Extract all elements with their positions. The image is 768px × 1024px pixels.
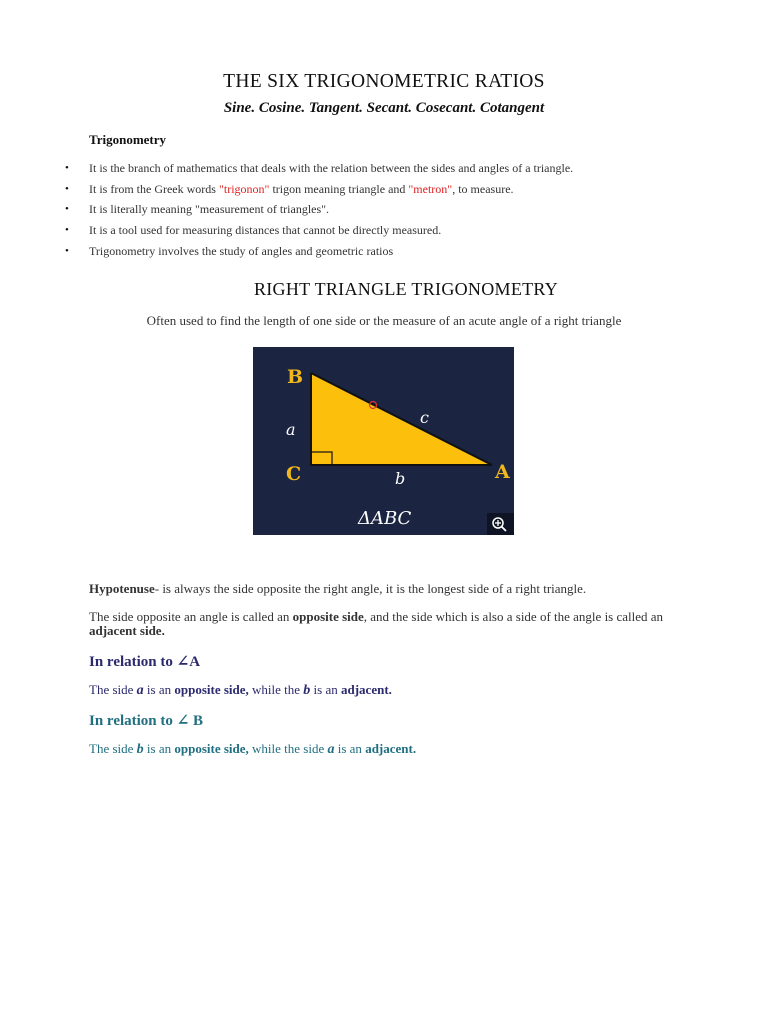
- relation-angle-b-text: [89, 741, 416, 758]
- adjacent-term: adjacent.: [365, 741, 417, 756]
- bullet-text: It is literally meaning "measurement of triangles".: [89, 202, 330, 217]
- opposite-side-term: opposite side: [292, 609, 364, 624]
- list-item: [0, 179, 573, 200]
- bullet-icon: •: [65, 224, 69, 237]
- section-intro: Often used to find the length of one side or the measure of an acute angle of a right triangle: [146, 313, 622, 328]
- relation-text: is an: [334, 741, 366, 756]
- hypotenuse-term: Hypotenuse: [89, 581, 155, 596]
- bullet-icon: •: [65, 244, 69, 257]
- vertex-b-label: B: [287, 366, 304, 388]
- greek-term-trigonon: "trigonon": [218, 181, 270, 196]
- bullet-icon: •: [65, 182, 69, 195]
- side-b-label: b: [395, 469, 406, 488]
- relation-angle-a-text: [89, 682, 392, 699]
- bullet-icon: •: [65, 162, 69, 174]
- relation-text: is an: [143, 682, 175, 697]
- relation-text: The side: [89, 741, 137, 756]
- variable-a: a: [136, 683, 144, 698]
- bullet-text-middle: trigon meaning triangle and: [269, 181, 409, 196]
- bullet-text: Trigonometry involves the study of angles and geometric ratios: [89, 243, 394, 258]
- triangle-figure: [253, 347, 514, 535]
- bullet-text-after: , to measure.: [452, 181, 514, 196]
- vertex-c-label: C: [286, 463, 302, 485]
- relation-text: while the: [248, 682, 304, 697]
- vertex-a-label: A: [495, 461, 510, 483]
- opposite-adjacent-definition: [89, 610, 689, 638]
- variable-b: b: [136, 742, 144, 757]
- list-item: [0, 199, 573, 220]
- variable-b: b: [303, 683, 311, 698]
- hypotenuse-definition: [89, 582, 689, 596]
- list-item: [0, 220, 573, 241]
- section-label-trigonometry: Trigonometry: [89, 132, 167, 147]
- relation-text: The side: [89, 682, 137, 697]
- greek-term-metron: "metron": [408, 181, 453, 196]
- variable-a: a: [327, 742, 335, 757]
- list-item: [0, 241, 573, 262]
- side-a-label: a: [286, 420, 296, 439]
- bullet-text: It is the branch of mathematics that deals with the relation between the sides and angles of a triangle.: [89, 161, 574, 175]
- hypotenuse-text: - is always the side opposite the right angle, it is the longest side of a right triangle.: [154, 581, 587, 596]
- relation-angle-a-heading: In relation to ∠A: [89, 654, 201, 670]
- bullet-text: It is a tool used for measuring distances that cannot be directly measured.: [89, 223, 442, 238]
- relation-text: while the side: [248, 741, 328, 756]
- adjacent-side-term: adjacent side.: [89, 623, 165, 638]
- definition-text: The side opposite an angle is called an: [89, 609, 293, 624]
- adjacent-term: adjacent.: [340, 682, 392, 697]
- bullet-icon: •: [65, 203, 69, 216]
- relation-text: is an: [143, 741, 175, 756]
- opposite-side-term: opposite side,: [174, 682, 249, 697]
- definition-text: , and the side which is also a side of the angle is called an: [363, 609, 664, 624]
- zoom-in-icon[interactable]: [487, 513, 514, 535]
- page-title: THE SIX TRIGONOMETRIC RATIOS: [223, 71, 545, 92]
- section-heading-right-triangle: RIGHT TRIANGLE TRIGONOMETRY: [253, 279, 559, 299]
- opposite-side-term: opposite side,: [174, 741, 249, 756]
- relation-angle-b-heading: In relation to ∠ B: [89, 713, 203, 729]
- bullet-text-before: It is from the Greek words: [89, 181, 219, 196]
- relation-text: is an: [310, 682, 341, 697]
- side-c-label: c: [420, 408, 429, 427]
- list-item: [0, 158, 573, 179]
- triangle-caption: ΔABC: [358, 508, 412, 529]
- trigonometry-bullet-list: [0, 158, 573, 261]
- page-subtitle: Sine. Cosine. Tangent. Secant. Cosecant. Cotangent: [223, 100, 545, 116]
